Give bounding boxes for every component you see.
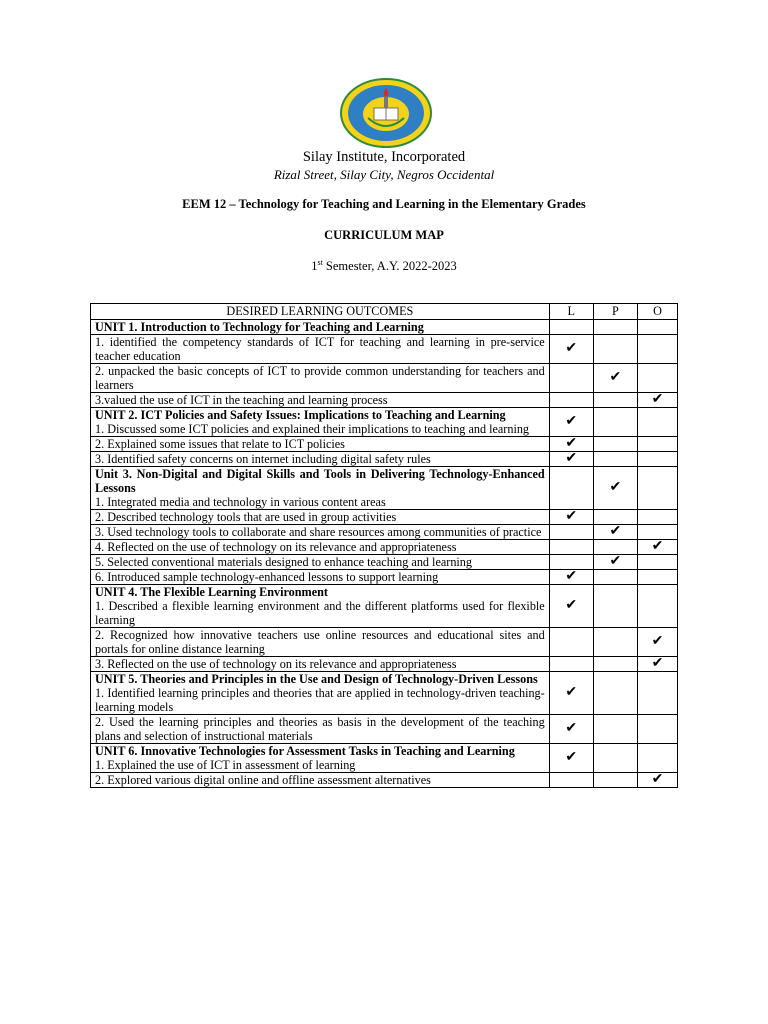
- unit-heading: UNIT 4. The Flexible Learning Environment: [95, 585, 328, 599]
- mark-cell-o: [637, 628, 677, 657]
- check-icon: ✔: [609, 480, 622, 495]
- table-row: [91, 320, 678, 335]
- mark-cell-o: [637, 320, 677, 335]
- mark-cell-o: [637, 364, 677, 393]
- outcome-text: 1. Described a flexible learning environment and the different platforms used for flexible learning: [95, 599, 545, 627]
- outcome-text: 6. Introduced sample technology-enhanced lessons to support learning: [95, 570, 439, 584]
- table-row: [91, 335, 678, 364]
- mark-cell-o: [637, 510, 677, 525]
- outcome-cell: [91, 555, 550, 570]
- outcome-cell: [91, 393, 550, 408]
- mark-cell-o: [637, 393, 677, 408]
- mark-cell-o: [637, 467, 677, 510]
- outcome-text: 2. Explained some issues that relate to ICT policies: [95, 437, 345, 451]
- mark-cell-p: [593, 364, 637, 393]
- outcome-cell: [91, 467, 550, 510]
- outcome-text: 1. Explained the use of ICT in assessment of learning: [95, 758, 356, 772]
- mark-cell-l: [549, 393, 593, 408]
- mark-cell-l: [549, 510, 593, 525]
- mark-cell-p: [593, 657, 637, 672]
- outcome-cell: [91, 570, 550, 585]
- header-l: L: [549, 304, 593, 320]
- check-icon: ✔: [565, 750, 578, 765]
- mark-cell-l: [549, 570, 593, 585]
- course-title: EEM 12 – Technology for Teaching and Learning in the Elementary Grades: [182, 197, 586, 211]
- check-icon: ✔: [565, 598, 578, 613]
- outcome-text: 3.valued the use of ICT in the teaching and learning process: [95, 393, 388, 407]
- mark-cell-l: [549, 452, 593, 467]
- header-p: P: [593, 304, 637, 320]
- mark-cell-o: [637, 585, 677, 628]
- table-row: [91, 773, 678, 788]
- outcome-cell: [91, 437, 550, 452]
- outcome-cell: [91, 525, 550, 540]
- check-icon: ✔: [565, 414, 578, 429]
- check-icon: ✔: [565, 451, 578, 466]
- semester-line: 1st Semester, A.Y. 2022-2023: [311, 258, 457, 274]
- mark-cell-l: [549, 657, 593, 672]
- outcome-text: 2. unpacked the basic concepts of ICT to provide common understanding for teachers and learners: [95, 364, 545, 392]
- unit-heading: UNIT 6. Innovative Technologies for Assessment Tasks in Teaching and Learning: [95, 744, 515, 758]
- outcome-cell: [91, 744, 550, 773]
- mark-cell-p: [593, 408, 637, 437]
- mark-cell-o: [637, 437, 677, 452]
- outcome-cell: [91, 672, 550, 715]
- outcome-cell: [91, 585, 550, 628]
- mark-cell-o: [637, 672, 677, 715]
- table-row: [91, 628, 678, 657]
- check-icon: ✔: [609, 370, 622, 385]
- document-title: CURRICULUM MAP: [324, 228, 444, 242]
- mark-cell-l: [549, 715, 593, 744]
- mark-cell-p: [593, 715, 637, 744]
- outcome-cell: [91, 408, 550, 437]
- mark-cell-o: [637, 715, 677, 744]
- header-outcomes: DESIRED LEARNING OUTCOMES: [91, 304, 550, 320]
- outcome-cell: [91, 628, 550, 657]
- table-row: [91, 393, 678, 408]
- outcome-text: 1. Discussed some ICT policies and explained their implications to teaching and learning: [95, 422, 530, 436]
- mark-cell-p: [593, 585, 637, 628]
- mark-cell-p: [593, 555, 637, 570]
- outcome-text: 2. Used the learning principles and theories as basis in the development of the teaching plans and selection of instructional materials: [95, 715, 545, 743]
- mark-cell-p: [593, 540, 637, 555]
- mark-cell-l: [549, 540, 593, 555]
- mark-cell-p: [593, 467, 637, 510]
- outcome-text: 3. Identified safety concerns on internet including digital safety rules: [95, 452, 431, 466]
- mark-cell-o: [637, 452, 677, 467]
- school-name: Silay Institute, Incorporated: [302, 149, 466, 165]
- check-icon: ✔: [651, 634, 664, 649]
- table-row: [91, 408, 678, 437]
- check-icon: ✔: [565, 341, 578, 356]
- outcome-text: 3. Used technology tools to collaborate and share resources among communities of practice: [95, 525, 542, 539]
- header-o: O: [637, 304, 677, 320]
- outcome-text: 4. Reflected on the use of technology on its relevance and appropriateness: [95, 540, 457, 554]
- check-icon: ✔: [565, 509, 578, 524]
- mark-cell-o: [637, 335, 677, 364]
- outcome-cell: [91, 452, 550, 467]
- mark-cell-p: [593, 570, 637, 585]
- unit-heading: Unit 3. Non-Digital and Digital Skills and Tools in Delivering Technology-Enhanced Lessons: [95, 467, 545, 495]
- table-row: [91, 555, 678, 570]
- mark-cell-p: [593, 773, 637, 788]
- mark-cell-o: [637, 744, 677, 773]
- mark-cell-l: [549, 525, 593, 540]
- table-row: [91, 657, 678, 672]
- check-icon: ✔: [609, 554, 622, 569]
- outcome-cell: [91, 335, 550, 364]
- outcome-cell: [91, 657, 550, 672]
- mark-cell-p: [593, 437, 637, 452]
- outcome-cell: [91, 510, 550, 525]
- outcome-text: 5. Selected conventional materials designed to enhance teaching and learning: [95, 555, 472, 569]
- outcome-text: 1. identified the competency standards of ICT for teaching and learning in pre-service teacher education: [95, 335, 545, 363]
- outcome-text: 2. Explored various digital online and offline assessment alternatives: [95, 773, 431, 787]
- table-row: [91, 570, 678, 585]
- unit-heading: UNIT 1. Introduction to Technology for Teaching and Learning: [95, 320, 424, 334]
- mark-cell-p: [593, 393, 637, 408]
- outcome-text: 2. Recognized how innovative teachers use online resources and educational sites and portals for online distance learning: [95, 628, 545, 656]
- mark-cell-p: [593, 335, 637, 364]
- mark-cell-l: [549, 744, 593, 773]
- outcome-text: 1. Identified learning principles and theories that are applied in technology-driven teaching-learning models: [95, 686, 545, 714]
- table-row: [91, 744, 678, 773]
- outcome-cell: [91, 540, 550, 555]
- mark-cell-p: [593, 672, 637, 715]
- table-header-row: [91, 304, 678, 320]
- outcome-cell: [91, 320, 550, 335]
- check-icon: ✔: [651, 539, 664, 554]
- outcome-cell: [91, 364, 550, 393]
- mark-cell-p: [593, 525, 637, 540]
- mark-cell-o: [637, 540, 677, 555]
- table-body: [91, 320, 678, 788]
- mark-cell-l: [549, 773, 593, 788]
- mark-cell-o: [637, 555, 677, 570]
- table-row: [91, 715, 678, 744]
- mark-cell-p: [593, 510, 637, 525]
- unit-heading: UNIT 2. ICT Policies and Safety Issues: Implications to Teaching and Learning: [95, 408, 506, 422]
- mark-cell-l: [549, 335, 593, 364]
- table-row: [91, 510, 678, 525]
- mark-cell-p: [593, 452, 637, 467]
- outcome-cell: [91, 715, 550, 744]
- mark-cell-l: [549, 585, 593, 628]
- unit-heading: UNIT 5. Theories and Principles in the Use and Design of Technology-Driven Lessons: [95, 672, 538, 686]
- mark-cell-l: [549, 408, 593, 437]
- outcome-text: 2. Described technology tools that are used in group activities: [95, 510, 397, 524]
- school-address: Rizal Street, Silay City, Negros Occidental: [273, 167, 495, 182]
- mark-cell-p: [593, 628, 637, 657]
- mark-cell-o: [637, 773, 677, 788]
- mark-cell-o: [637, 408, 677, 437]
- mark-cell-l: [549, 467, 593, 510]
- mark-cell-l: [549, 555, 593, 570]
- mark-cell-l: [549, 437, 593, 452]
- mark-cell-o: [637, 570, 677, 585]
- school-logo: [340, 78, 432, 148]
- mark-cell-l: [549, 320, 593, 335]
- table-row: [91, 672, 678, 715]
- mark-cell-l: [549, 672, 593, 715]
- check-icon: ✔: [565, 436, 578, 451]
- table-row: [91, 540, 678, 555]
- check-icon: ✔: [565, 569, 578, 584]
- check-icon: ✔: [565, 685, 578, 700]
- check-icon: ✔: [651, 392, 664, 407]
- check-icon: ✔: [651, 772, 664, 787]
- mark-cell-o: [637, 657, 677, 672]
- check-icon: ✔: [651, 656, 664, 671]
- mark-cell-o: [637, 525, 677, 540]
- table-row: [91, 364, 678, 393]
- outcome-text: 3. Reflected on the use of technology on its relevance and appropriateness: [95, 657, 457, 671]
- table-row: [91, 452, 678, 467]
- table-row: [91, 467, 678, 510]
- outcome-text: 1. Integrated media and technology in various content areas: [95, 495, 386, 509]
- table-row: [91, 525, 678, 540]
- mark-cell-l: [549, 364, 593, 393]
- table-row: [91, 585, 678, 628]
- curriculum-map-table: [90, 303, 678, 788]
- mark-cell-p: [593, 320, 637, 335]
- outcome-cell: [91, 773, 550, 788]
- check-icon: ✔: [565, 721, 578, 736]
- table-row: [91, 437, 678, 452]
- check-icon: ✔: [609, 524, 622, 539]
- mark-cell-p: [593, 744, 637, 773]
- mark-cell-l: [549, 628, 593, 657]
